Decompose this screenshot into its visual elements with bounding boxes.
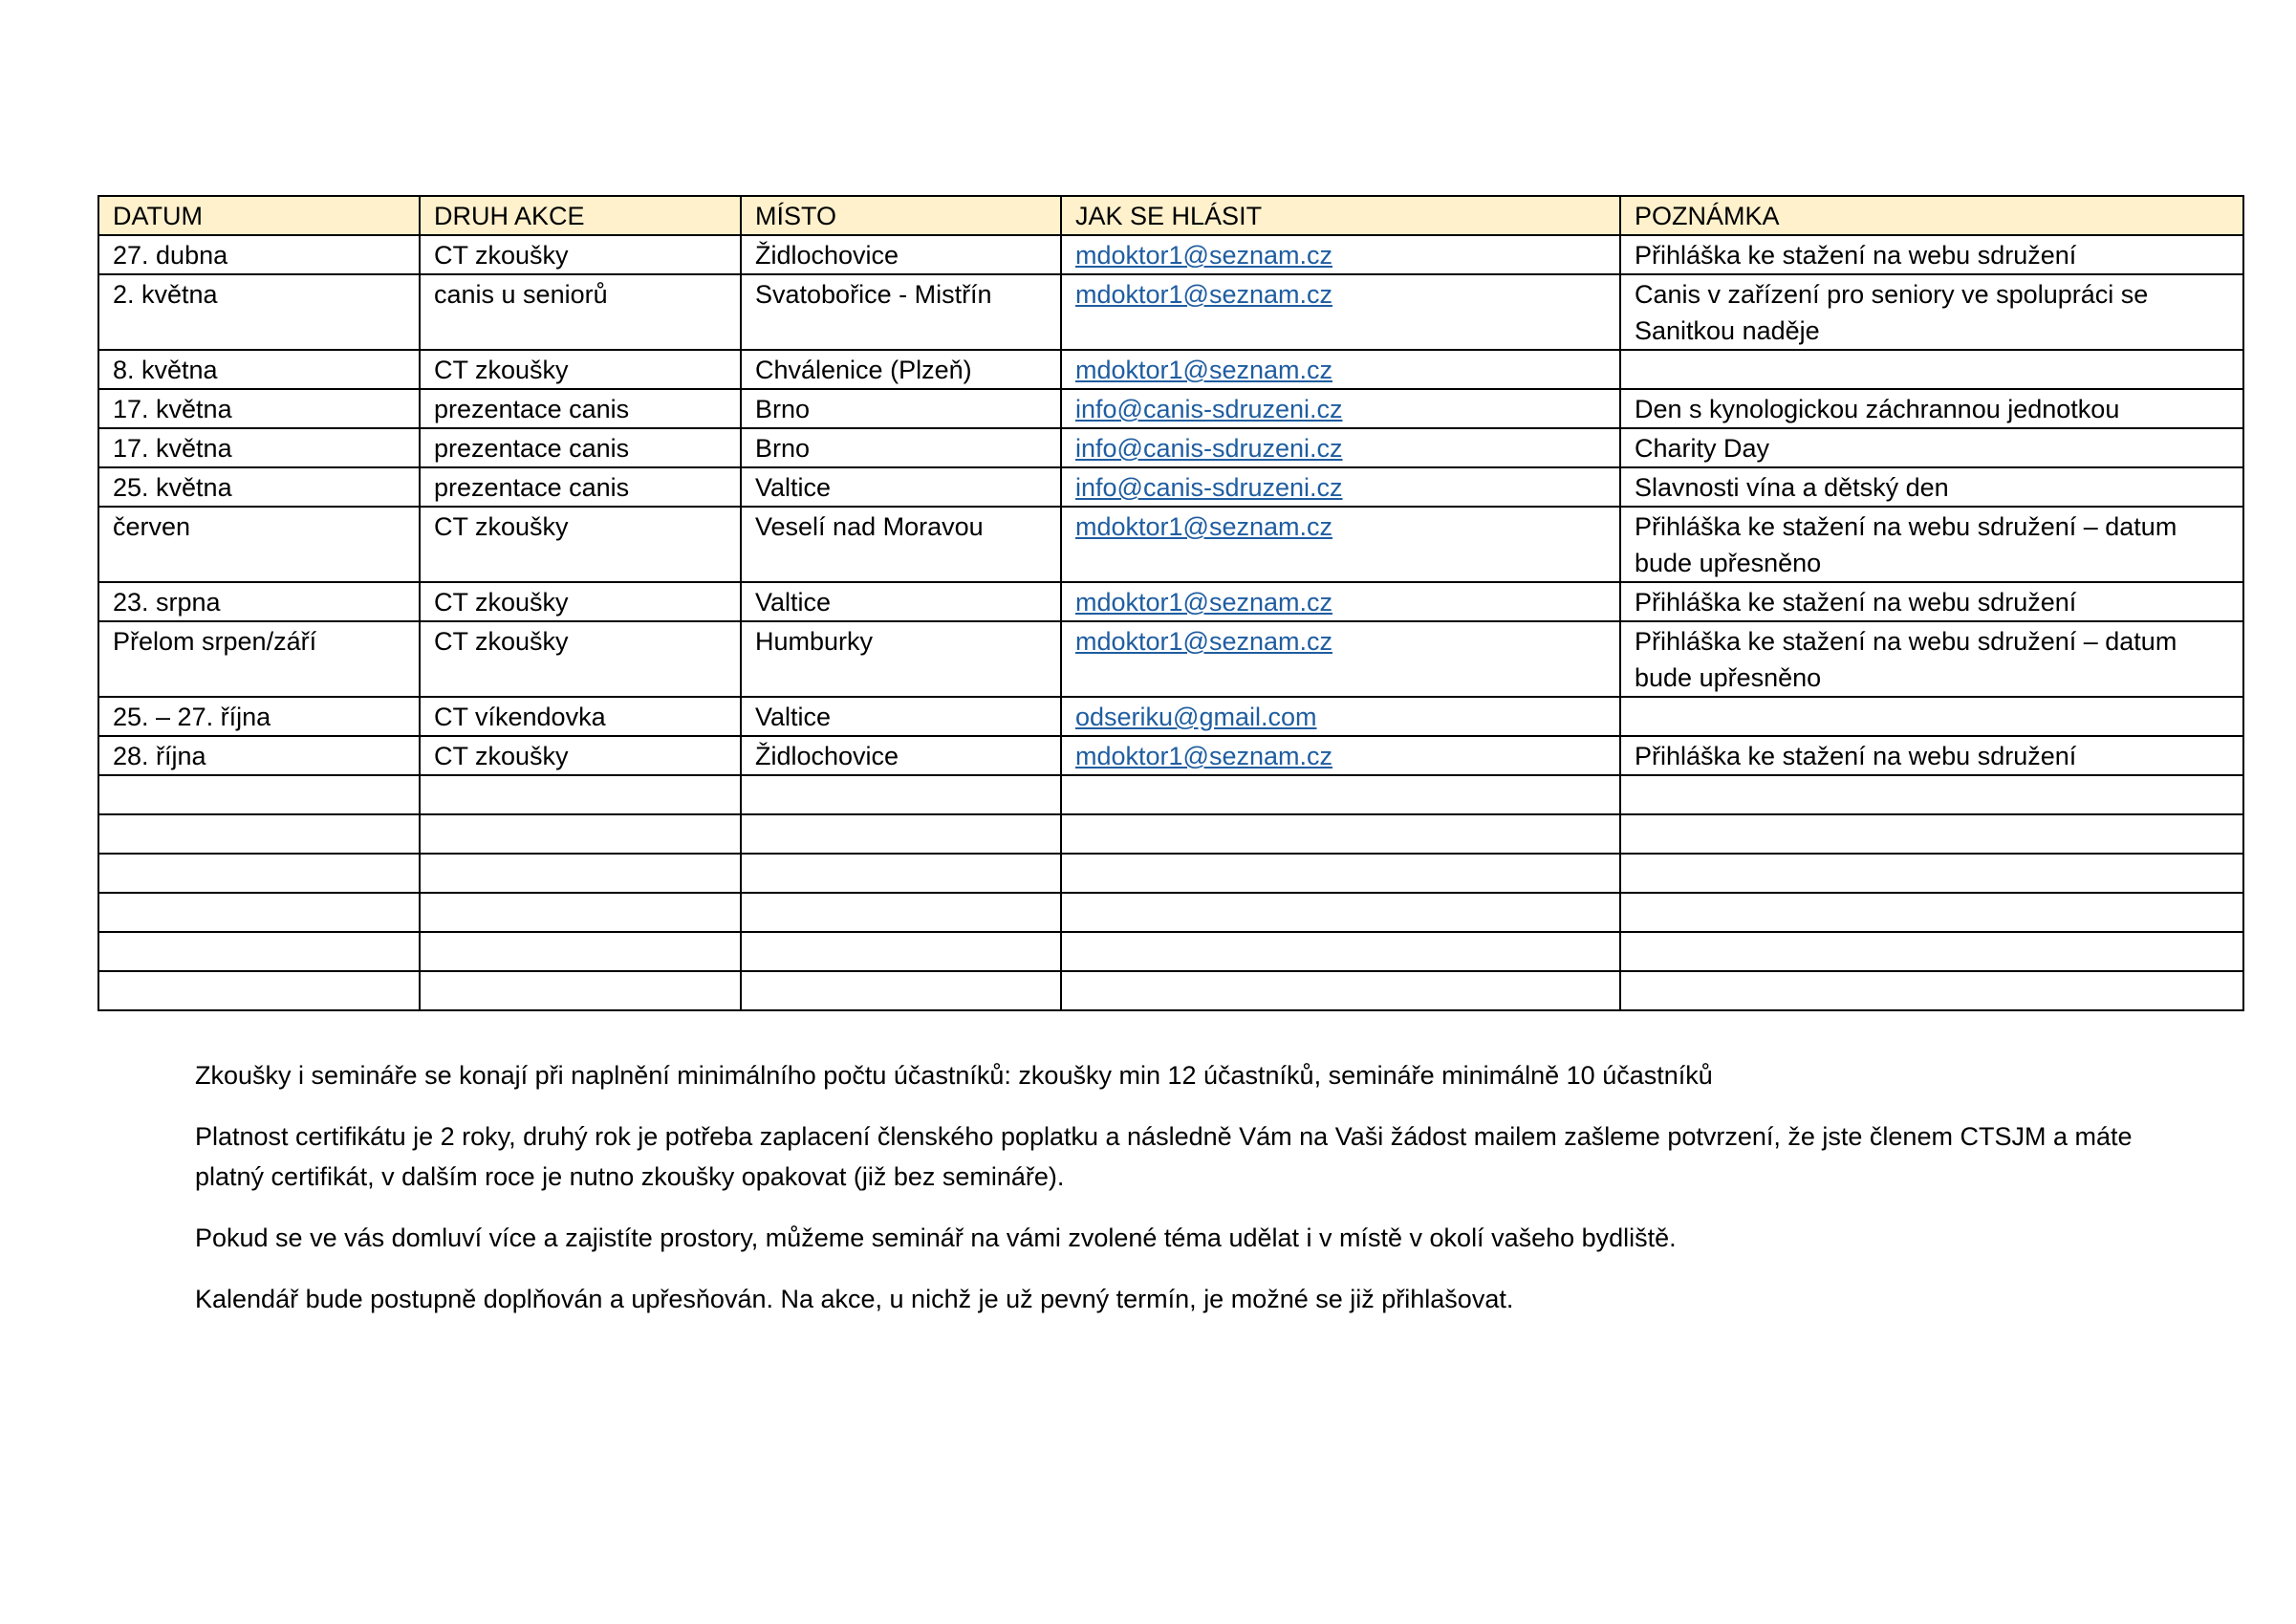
empty-cell [98,854,420,893]
cell-event-type: CT víkendovka [420,697,741,736]
cell-date: 28. října [98,736,420,775]
table-row [98,736,2243,775]
empty-table-row [98,814,2243,854]
empty-table-row [98,854,2243,893]
contact-email-link[interactable]: mdoktor1@seznam.cz [1075,280,1332,309]
cell-date: Přelom srpen/září [98,621,420,697]
contact-email-link[interactable]: info@canis-sdruzeni.cz [1075,473,1343,502]
empty-cell [1061,971,1620,1010]
empty-cell [420,971,741,1010]
cell-note: Charity Day [1620,428,2243,467]
cell-event-type: CT zkoušky [420,621,741,697]
events-calendar-table [97,195,2244,1011]
cell-contact [1061,582,1620,621]
empty-cell [1620,775,2243,814]
contact-email-link[interactable]: info@canis-sdruzeni.cz [1075,434,1343,463]
empty-cell [420,893,741,932]
cell-note: Přihláška ke stažení na webu sdružení – datum bude upřesněno [1620,621,2243,697]
cell-note: Slavnosti vína a dětský den [1620,467,2243,507]
cell-contact [1061,467,1620,507]
empty-cell [1061,932,1620,971]
cell-date: 25. – 27. října [98,697,420,736]
cell-contact [1061,235,1620,274]
cell-contact [1061,350,1620,389]
empty-table-row [98,971,2243,1010]
contact-email-link[interactable]: mdoktor1@seznam.cz [1075,512,1332,541]
cell-place: Veselí nad Moravou [741,507,1061,582]
cell-event-type: prezentace canis [420,389,741,428]
table-row [98,507,2243,582]
cell-contact [1061,507,1620,582]
contact-email-link[interactable]: mdoktor1@seznam.cz [1075,356,1332,384]
header-poznamka: POZNÁMKA [1620,196,2243,235]
contact-email-link[interactable]: info@canis-sdruzeni.cz [1075,395,1343,423]
cell-date: 23. srpna [98,582,420,621]
cell-date: 27. dubna [98,235,420,274]
empty-cell [420,854,741,893]
cell-note [1620,697,2243,736]
cell-place: Valtice [741,697,1061,736]
cell-contact [1061,736,1620,775]
empty-cell [98,971,420,1010]
table-row [98,274,2243,350]
table-row [98,621,2243,697]
cell-contact [1061,697,1620,736]
empty-table-row [98,775,2243,814]
empty-cell [98,893,420,932]
cell-note: Přihláška ke stažení na webu sdružení [1620,736,2243,775]
empty-cell [1620,932,2243,971]
cell-event-type: CT zkoušky [420,235,741,274]
cell-event-type: canis u seniorů [420,274,741,350]
cell-event-type: CT zkoušky [420,507,741,582]
table-row [98,582,2243,621]
cell-place: Židlochovice [741,235,1061,274]
cell-note: Přihláška ke stažení na webu sdružení [1620,582,2243,621]
empty-cell [1620,971,2243,1010]
cell-event-type: CT zkoušky [420,736,741,775]
note-minimum-participants: Zkoušky i semináře se konají při naplnění minimálního počtu účastníků: zkoušky min 12 účastníků, semináře minimálně 10 účastníků [195,1061,1713,1090]
empty-cell [741,893,1061,932]
cell-contact [1061,389,1620,428]
empty-cell [420,814,741,854]
note-calendar-updates: Kalendář bude postupně doplňován a upřesňován. Na akce, u nichž je už pevný termín, je možné se již přihlašovat. [195,1285,1514,1313]
cell-date: červen [98,507,420,582]
table-row [98,428,2243,467]
empty-cell [1061,854,1620,893]
table-row [98,697,2243,736]
table-row [98,389,2243,428]
cell-place: Humburky [741,621,1061,697]
contact-email-link[interactable]: mdoktor1@seznam.cz [1075,742,1332,770]
contact-email-link[interactable]: mdoktor1@seznam.cz [1075,241,1332,270]
empty-cell [1620,854,2243,893]
cell-place: Chválenice (Plzeň) [741,350,1061,389]
contact-email-link[interactable]: odseriku@gmail.com [1075,703,1317,731]
empty-cell [1620,814,2243,854]
cell-event-type: prezentace canis [420,467,741,507]
note-certificate-validity: Platnost certifikátu je 2 roky, druhý rok je potřeba zaplacení členského poplatku a následně Vám na Vaši žádost mailem zašleme potvrzení, že jste členem CTSJM a máte platný certifikát, v dalším roce je nutno zkoušky opakovat (již bez semináře). [195,1122,2133,1191]
cell-date: 8. května [98,350,420,389]
header-jak-se-hlasit: JAK SE HLÁSIT [1061,196,1620,235]
empty-cell [98,775,420,814]
cell-contact [1061,274,1620,350]
cell-contact [1061,428,1620,467]
cell-place: Brno [741,389,1061,428]
notes-section [195,1055,2145,1340]
header-druh-akce: DRUH AKCE [420,196,741,235]
cell-place: Valtice [741,582,1061,621]
empty-table-row [98,932,2243,971]
table-row [98,350,2243,389]
cell-place: Brno [741,428,1061,467]
empty-cell [1061,814,1620,854]
contact-email-link[interactable]: mdoktor1@seznam.cz [1075,588,1332,617]
cell-place: Svatobořice - Mistřín [741,274,1061,350]
cell-note: Přihláška ke stažení na webu sdružení – datum bude upřesněno [1620,507,2243,582]
cell-note: Den s kynologickou záchrannou jednotkou [1620,389,2243,428]
cell-place: Židlochovice [741,736,1061,775]
empty-table-row [98,893,2243,932]
empty-cell [1061,775,1620,814]
cell-note [1620,350,2243,389]
note-seminar-location: Pokud se ve vás domluví více a zajistíte prostory, můžeme seminář na vámi zvolené téma udělat i v místě v okolí vašeho bydliště. [195,1223,1677,1252]
empty-cell [741,932,1061,971]
cell-place: Valtice [741,467,1061,507]
table-row [98,467,2243,507]
empty-cell [741,854,1061,893]
cell-event-type: CT zkoušky [420,350,741,389]
empty-cell [420,932,741,971]
empty-cell [1620,893,2243,932]
cell-event-type: CT zkoušky [420,582,741,621]
cell-event-type: prezentace canis [420,428,741,467]
empty-cell [98,932,420,971]
cell-date: 2. května [98,274,420,350]
cell-date: 17. května [98,428,420,467]
cell-note: Přihláška ke stažení na webu sdružení [1620,235,2243,274]
empty-cell [741,814,1061,854]
empty-cell [420,775,741,814]
header-misto: MÍSTO [741,196,1061,235]
contact-email-link[interactable]: mdoktor1@seznam.cz [1075,627,1332,656]
cell-contact [1061,621,1620,697]
empty-cell [98,814,420,854]
header-datum: DATUM [98,196,420,235]
cell-date: 17. května [98,389,420,428]
empty-cell [741,775,1061,814]
table-header-row [98,196,2243,235]
empty-cell [741,971,1061,1010]
cell-note: Canis v zařízení pro seniory ve spolupráci se Sanitkou naděje [1620,274,2243,350]
empty-cell [1061,893,1620,932]
cell-date: 25. května [98,467,420,507]
table-row [98,235,2243,274]
